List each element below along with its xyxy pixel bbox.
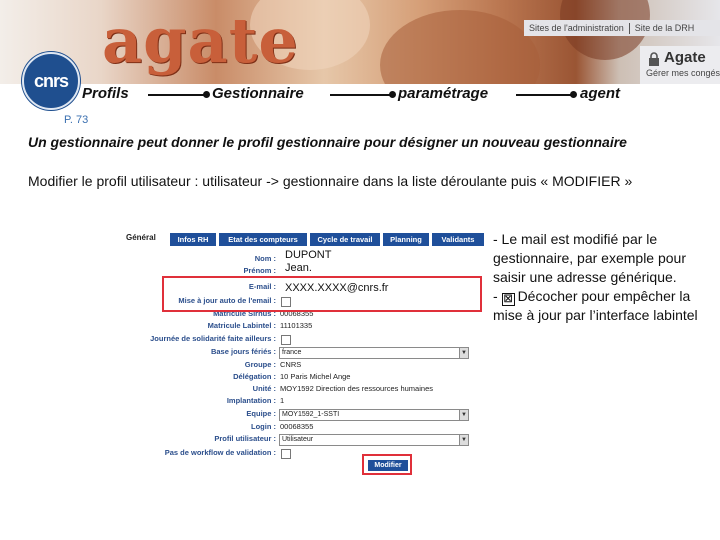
tab-etat-compteurs[interactable]: Etat des compteurs	[219, 233, 307, 246]
field-label: Nom :	[254, 254, 276, 263]
field-delegation	[0, 371, 720, 383]
cnrs-logo: cnrs	[22, 52, 80, 110]
chevron-down-icon: ▼	[459, 435, 468, 445]
page-reference: P. 73	[64, 114, 89, 126]
field-base-feries	[0, 346, 720, 358]
chevron-down-icon: ▼	[459, 410, 468, 420]
agate-banner	[0, 0, 720, 84]
note-email-text: - Le mail est modifié par le gestionnaire, par exemple pour saisir une adresse générique.	[493, 231, 687, 285]
field-value: 10 Paris Michel Ange	[280, 372, 351, 381]
tab-cycle-travail[interactable]: Cycle de travail	[310, 233, 380, 246]
field-value: 1	[280, 396, 285, 405]
agate-brand	[640, 46, 720, 84]
field-implantation	[0, 395, 720, 407]
step-dot	[570, 91, 577, 98]
field-equipe	[0, 408, 720, 420]
field-label: E-mail :	[248, 282, 276, 291]
field-label: Prénom :	[243, 266, 276, 275]
checked-box-icon: ☒	[502, 293, 515, 306]
brand-subtitle: Gérer mes congés	[646, 68, 720, 78]
tab-general[interactable]: Général	[126, 233, 156, 242]
field-value: 00068355	[280, 309, 314, 318]
step-gestionnaire: Gestionnaire	[212, 85, 304, 102]
tab-validants[interactable]: Validants	[432, 233, 484, 246]
field-unite	[0, 383, 720, 395]
field-pas-workflow	[0, 447, 720, 459]
agate-texture	[380, 10, 540, 84]
field-label: Login :	[251, 422, 276, 431]
step-parametrage: paramétrage	[398, 85, 489, 102]
chevron-down-icon: ▼	[459, 348, 468, 358]
field-value: 11101335	[280, 321, 313, 330]
select-value: Utilisateur	[282, 436, 314, 443]
field-label: Matricule Labintel :	[207, 321, 276, 330]
field-label: Délégation :	[233, 372, 276, 381]
note-box	[493, 230, 703, 325]
select-value: france	[282, 349, 302, 356]
field-label: Implantation :	[226, 396, 276, 405]
field-label: Matricule Sirhus :	[213, 309, 276, 318]
field-label: Groupe :	[244, 360, 276, 369]
field-groupe	[0, 359, 720, 371]
profil-utilisateur-select[interactable]	[279, 434, 469, 446]
brand-title: Agate	[664, 49, 706, 66]
field-label: Equipe :	[246, 409, 276, 418]
email-highlight-box	[162, 276, 482, 312]
form-tabs	[126, 233, 486, 247]
drh-site-link[interactable]: Site de la DRH	[634, 23, 695, 33]
field-label: Base jours fériés :	[210, 347, 276, 356]
note-uncheck-text: Décocher pour empêcher la mise à jour par l’interface labintel	[493, 288, 698, 323]
solidarite-checkbox[interactable]	[281, 335, 291, 345]
select-value: MOY1592_1-SSTI	[282, 411, 340, 418]
step-connector	[516, 94, 574, 96]
email-field[interactable]: XXXX.XXXX@cnrs.fr	[285, 282, 389, 294]
note-dash: -	[493, 288, 502, 304]
step-agent: agent	[580, 85, 621, 102]
intro-text: Modifier le profil utilisateur : utilisateur -> gestionnaire dans la liste déroulante puis « MODIFIER »	[28, 173, 633, 189]
field-label: Unité :	[252, 384, 276, 393]
step-connector	[330, 94, 392, 96]
agate-app-title: agate	[102, 4, 299, 77]
field-profil-utilisateur	[0, 433, 720, 445]
modify-button[interactable]: Modifier	[368, 460, 408, 471]
field-label: Mise à jour auto de l'email :	[178, 296, 276, 305]
field-label: Journée de solidarité faite ailleurs :	[150, 334, 276, 343]
intro-title: Un gestionnaire peut donner le profil gestionnaire pour désigner un nouveau gestionnaire	[28, 134, 627, 150]
step-profils: Profils	[82, 85, 129, 102]
field-login	[0, 421, 720, 433]
pas-workflow-checkbox[interactable]	[281, 449, 291, 459]
prenom-value: Jean.	[285, 262, 312, 274]
tab-infos-rh[interactable]: Infos RH	[170, 233, 216, 246]
step-dot	[389, 91, 396, 98]
tab-planning[interactable]: Planning	[383, 233, 429, 246]
nom-value: DUPONT	[285, 249, 332, 261]
field-value: CNRS	[280, 360, 302, 369]
field-value: 00068355	[280, 422, 314, 431]
field-value: MOY1592 Direction des ressources humaines	[280, 384, 433, 393]
field-label: Profil utilisateur :	[214, 434, 276, 443]
base-feries-select[interactable]	[279, 347, 469, 359]
equipe-select[interactable]	[279, 409, 469, 421]
lock-icon	[648, 52, 660, 66]
field-solidarite	[0, 333, 720, 345]
top-links-bar	[524, 20, 720, 36]
step-connector	[148, 94, 206, 96]
admin-sites-link[interactable]: Sites de l'administration	[529, 23, 624, 33]
step-dot	[203, 91, 210, 98]
field-label: Pas de workflow de validation :	[164, 448, 276, 457]
